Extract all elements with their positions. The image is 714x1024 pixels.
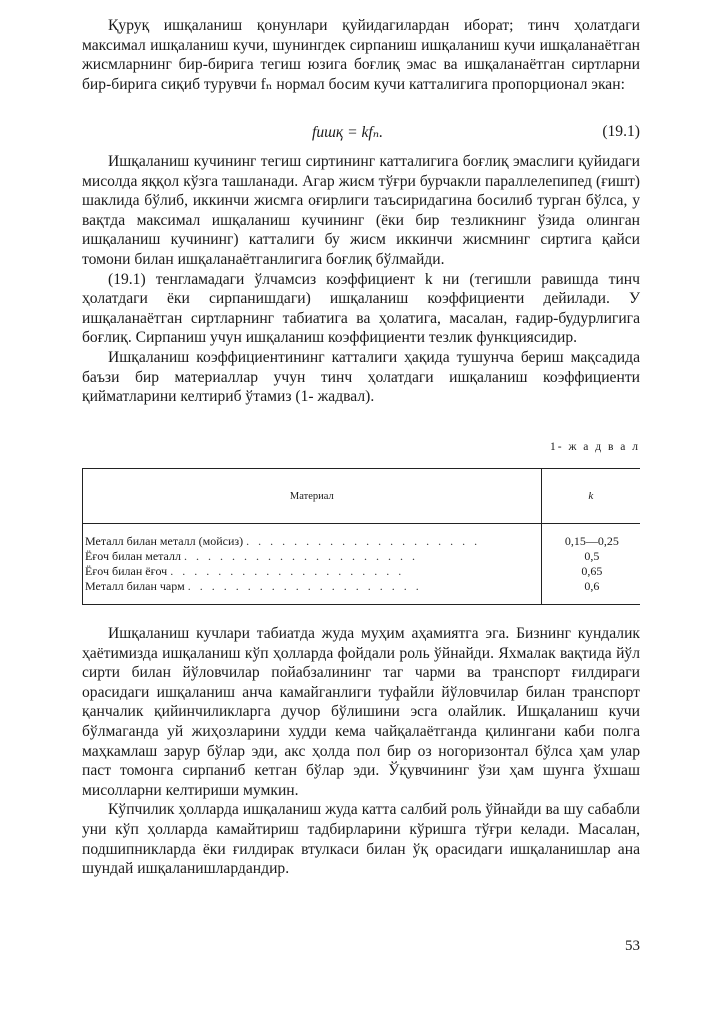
formula-expression: fишқ = kfₙ. (312, 124, 383, 141)
table-caption: 1- ж а д в а л (549, 441, 640, 453)
table-row (83, 579, 641, 605)
table-cell-value: 0,5 (584, 549, 600, 563)
table-cell-value: 0,65 (581, 564, 603, 578)
table-row (83, 564, 641, 579)
paragraph-table-intro: Ишқаланиш коэффициентининг катталиги ҳақида тушунча бериш мақсадида баъзи бир материаллар учун тинч ҳолатдаги ишқаланиш коэффициенти қийматларини келтириб ўтамиз (1- жадвал). (82, 348, 640, 406)
paragraph-contact-area: Ишқаланиш кучининг тегиш сиртининг катталигига боғлиқ эмаслиги қуйидаги мисолда яққол кўзга ташланади. Агар жисм тўғри бурчакли параллелепипед (ғишт) шаклида бўлиб, иккинчи жисмга оғирлиги таъсиридагина босилиб турган бўлса, у вақтда максимал ишқаланиш кучининг (ёки бир тезликнинг ўзида олинган ишқаланиш кучининг) катталиги бу жисм иккинчи жисмнинг сиртига қайси томони билан ишқаланаётганлигига боғлиқ бўлмайди. (82, 153, 640, 268)
page-number: 53 (625, 938, 640, 954)
paragraph-harmful-friction: Кўпчилик ҳолларда ишқаланиш жуда катта салбий роль ўйнайди ва шу сабабли уни кўп ҳолларда камайтириш тадбирларини кўришга тўғри келади. Масалан, подшипникларда ёки ғилдирак втулкаси билан ўқ орасидаги ишқаланишлар ана шундай ишқаланишлардандир. (82, 801, 640, 878)
table-row (83, 524, 641, 550)
table-cell-material: Ёғоч билан ёғоч . . . . . . . . . . . . . . . . . . . . (83, 564, 542, 579)
closing-text (82, 624, 640, 879)
table-cell-value: 0,15—0,25 (564, 534, 619, 548)
formula-19-1 (82, 123, 640, 145)
table-row (83, 549, 641, 564)
table-header-row (83, 469, 641, 524)
paragraph-useful-friction: Ишқаланиш кучлари табиатда жуда муҳим аҳамиятга эга. Бизнинг кундалик ҳаётимизда ишқаланиш кўп ҳолларда фойдали роль ўйнайди. Яхмалак вақтида йўл сирти билан йўловчилар пойабзалининг таг чарми ва транспорт ғилдираги орасидаги ишқаланиш анча камайганлиги туфайли йўловчилар билан транспорт қанчалик қийинчиликларга дучор бўлишини эсга олайлик. Ишқаланиш кучи бўлмаганда уй жиҳозларини худди кема чайқалаётганда қилингани каби полга маҳкамлаш зарур бўлар эди, акс ҳолда пол бир оз ногоризонтал бўлса ҳам улар паст томонга сирпаниб кетган бўлар эди. Ўқувчининг ўзи ҳам шунга ўхшаш мисолларни келтириши мумкин. (82, 625, 640, 799)
paragraph-coefficient: (19.1) тенгламадаги ўлчамсиз коэффициент k ни (тегишли равишда тинч ҳолатдаги ёки сирпанишдаги) ишқаланиш коэффициенти дейилади. У ишқаланаётган сиртларнинг табиатига ва ҳолатига, масалан, ғадир-будурлигига боғлиқ. Сирпаниш учун ишқаланиш коэффициенти тезлик функциясидир. (82, 270, 640, 347)
paragraph-friction-laws: Қуруқ ишқаланиш қонунлари қуйидагилардан иборат; тинч ҳолатдаги максимал ишқаланиш кучи, шунингдек сирпаниш ишқаланиш кучи ишқаланаётган жисмларнинг бир-бирига тегиш юзига боғлиқ эмас ва ишқаланаётган сиртларни бир-бирига сиқиб турувчи fₙ нормал босим кучи катталигига пропорционал экан: (82, 17, 640, 93)
header-material: Материал (83, 469, 542, 524)
table-cell-material: Металл билан чарм . . . . . . . . . . . . . . . . . . . . (83, 579, 542, 605)
header-k: k (541, 469, 640, 524)
friction-coefficient-table (82, 468, 640, 605)
table-cell-value: 0,6 (541, 579, 640, 605)
table-cell-material: Ёғоч билан металл . . . . . . . . . . . . . . . . . . . . (83, 549, 542, 564)
formula-number: (19.1) (602, 123, 640, 140)
middle-text (82, 152, 640, 407)
intro-text (82, 16, 640, 94)
table-cell-material: Металл билан металл (мойсиз) . . . . . . . . . . . . . . . . . . . . (83, 524, 542, 550)
